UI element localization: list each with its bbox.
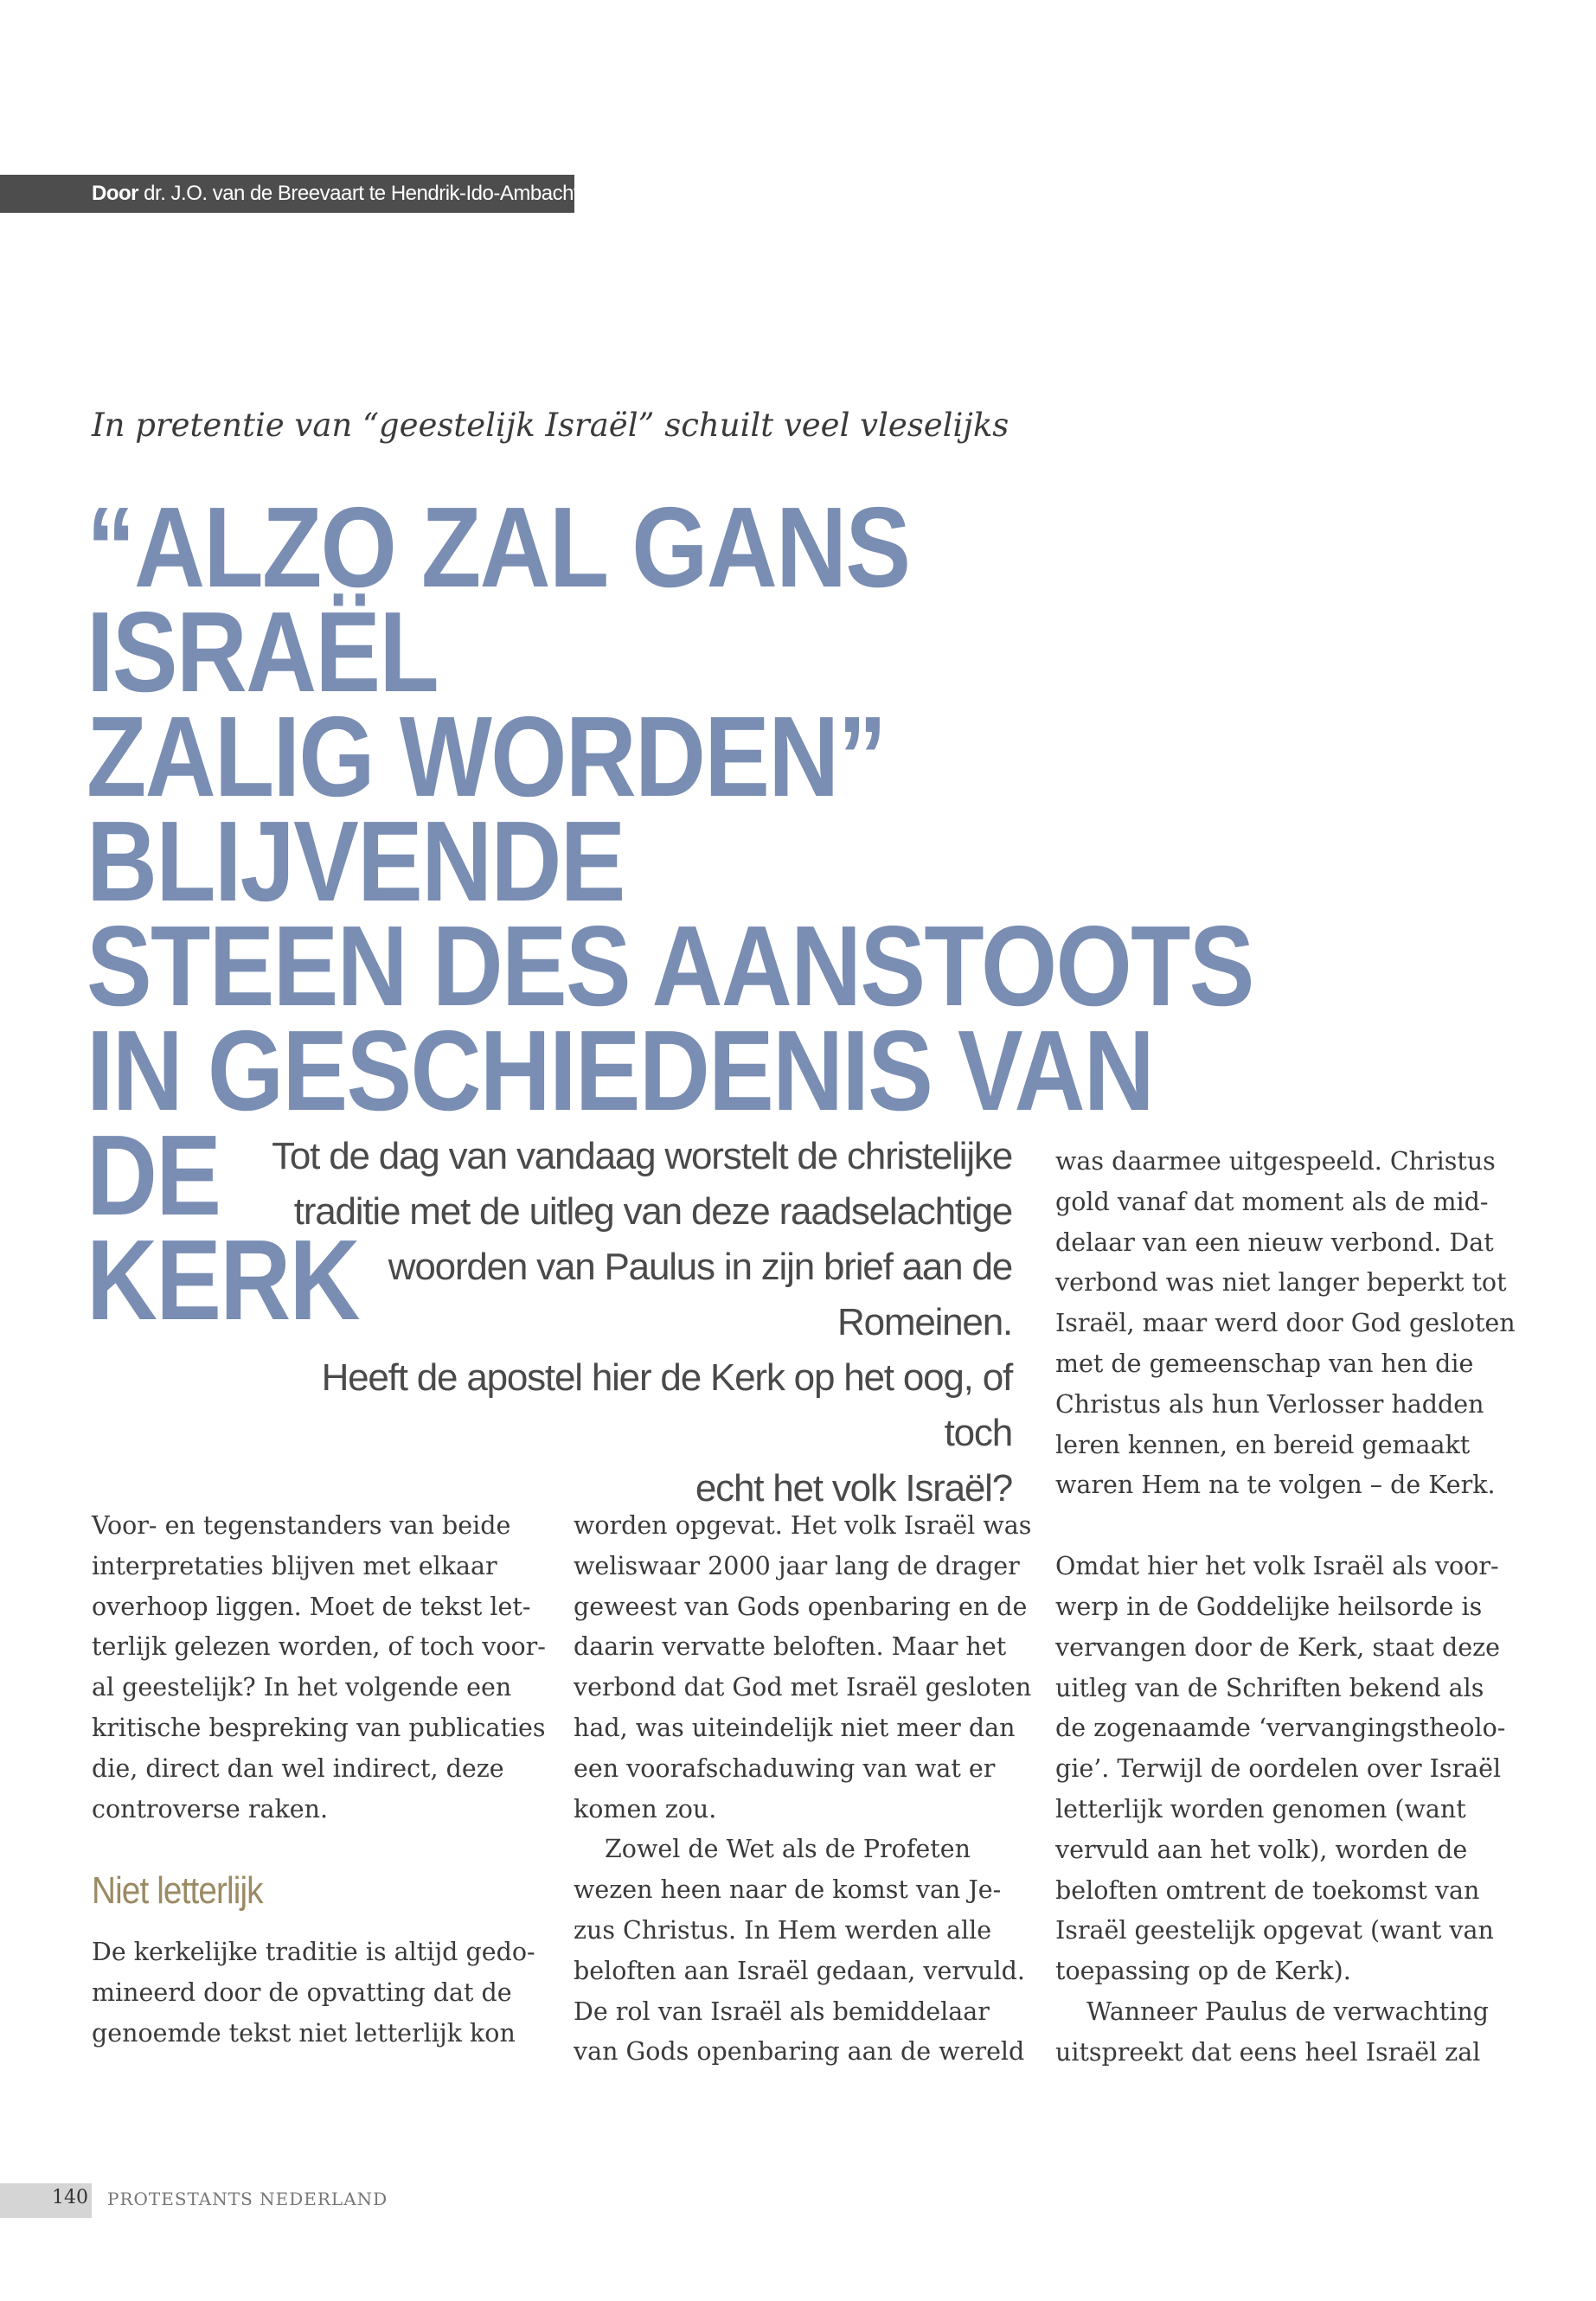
text-line: beloften omtrent de toekomst van <box>1055 1875 1480 1905</box>
text-line: mineerd door de opvatting dat de <box>92 1978 512 2008</box>
text-line: terlijk gelezen worden, of toch voor- <box>92 1632 546 1662</box>
intro-line: traditie met de uitleg van deze raadselachtige <box>293 1190 1012 1233</box>
text-line: Omdat hier het volk Israël als voor- <box>1055 1552 1499 1581</box>
intro-line: echt het volk Israël? <box>695 1467 1012 1509</box>
text-line: vervangen door de Kerk, staat deze <box>1055 1632 1500 1662</box>
text-line: uitleg van de Schriften bekend als <box>1055 1673 1484 1702</box>
headline-line: KERK <box>87 1216 359 1343</box>
text-line: geweest van Gods openbaring en de <box>574 1592 1028 1621</box>
text-line: de zogenaamde ‘vervangingstheolo- <box>1055 1714 1506 1743</box>
text-line: had, was uiteindelijk niet meer dan <box>574 1713 1016 1742</box>
intro-line: Tot de dag van vandaag worstelt de christelijke <box>272 1135 1012 1177</box>
text-line: genoemde tekst niet letterlijk kon <box>92 2018 516 2048</box>
body-paragraph <box>574 1506 1032 1830</box>
text-line: met de gemeenschap van hen die <box>1055 1349 1474 1378</box>
column-2 <box>574 1506 1032 2073</box>
text-line: Voor- en tegenstanders van beide <box>92 1511 511 1540</box>
text-line: De rol van Israël als bemiddelaar <box>574 1997 990 2026</box>
body-paragraph <box>1055 1547 1506 1992</box>
publication-name: PROTESTANTS NEDERLAND <box>107 2189 388 2209</box>
text-line: een voorafschaduwing van wat er <box>574 1753 996 1783</box>
headline-line: STEEN DES AANSTOOTS <box>87 902 1253 1029</box>
text-line: De kerkelijke traditie is altijd gedo- <box>92 1938 535 1967</box>
text-line: was daarmee uitgespeeld. Christus <box>1055 1147 1496 1176</box>
text-line: komen zou. <box>574 1794 717 1823</box>
text-line: Israël, maar werd door God gesloten <box>1055 1309 1516 1338</box>
intro-line: Heeft de apostel hier de Kerk op het oog, of toch <box>321 1356 1012 1454</box>
kicker: In pretentie van “geestelijk Israël” schuilt veel vleselijks <box>92 407 1010 444</box>
text-line: gie’. Terwijl de oordelen over Israël <box>1055 1754 1502 1784</box>
page-number: 140 <box>52 2187 88 2208</box>
body-paragraph <box>92 1506 546 1830</box>
headline-line: “ALZO ZAL GANS ISRAËL <box>87 484 910 715</box>
text-line: van Gods openbaring aan de wereld <box>574 2037 1025 2067</box>
text-line: worden opgevat. Het volk Israël was <box>574 1511 1032 1540</box>
text-line: Christus als hun Verlosser hadden <box>1055 1389 1484 1419</box>
text-line: verbond dat God met Israël gesloten <box>574 1673 1032 1702</box>
body-paragraph <box>92 1932 537 2054</box>
text-line: overhoop liggen. Moet de tekst let- <box>92 1592 531 1621</box>
text-line: verbond was niet langer beperkt tot <box>1055 1268 1507 1298</box>
text-line: weliswaar 2000 jaar lang de drager <box>574 1551 1020 1580</box>
byline-label: Door <box>92 182 138 205</box>
section-subheading: Niet letterlijk <box>92 1869 263 1913</box>
text-line: gold vanaf dat moment als de mid- <box>1055 1187 1489 1216</box>
text-line: kritische bespreking van publicaties <box>92 1713 546 1742</box>
byline-author: dr. J.O. van de Breevaart te Hendrik-Ido-Ambacht <box>144 182 580 205</box>
intro-lead <box>260 1129 1012 1516</box>
text-line: toepassing op de Kerk). <box>1055 1957 1351 1986</box>
text-line: Israël geestelijk opgevat (want van <box>1055 1916 1494 1945</box>
text-line: waren Hem na te volgen – de Kerk. <box>1055 1471 1496 1500</box>
text-line: delaar van een nieuw verbond. Dat <box>1055 1227 1494 1257</box>
column-1 <box>92 1506 546 2054</box>
text-line: uitspreekt dat eens heel Israël zal <box>1055 2037 1481 2067</box>
text-line: al geestelijk? In het volgende een <box>92 1673 512 1702</box>
text-line: beloften aan Israël gedaan, vervuld. <box>574 1956 1025 1985</box>
text-line: zus Christus. In Hem werden alle <box>574 1915 992 1945</box>
text-line: controverse raken. <box>92 1794 329 1823</box>
body-paragraph <box>1055 1992 1501 2073</box>
text-line: daarin vervatte beloften. Maar het <box>574 1632 1007 1662</box>
text-line: wezen heen naar de komst van Je- <box>574 1875 1002 1905</box>
text-line: werp in de Goddelijke heilsorde is <box>1055 1592 1483 1621</box>
text-line: Wanneer Paulus de verwachting <box>1086 1997 1489 2026</box>
column-3 <box>1055 1142 1516 2073</box>
headline-line: IN GESCHIEDENIS VAN DE <box>87 1007 1154 1239</box>
text-line: die, direct dan wel indirect, deze <box>92 1753 504 1783</box>
intro-line: woorden van Paulus in zijn brief aan de Romeinen. <box>388 1246 1012 1343</box>
paragraph-gap <box>1055 1506 1501 1547</box>
body-paragraph <box>574 1830 1025 2073</box>
text-line: Zowel de Wet als de Profeten <box>605 1835 971 1864</box>
headline-line: ZALIG WORDEN” BLIJVENDE <box>87 693 886 925</box>
byline <box>92 175 579 213</box>
byline-bar <box>0 175 580 213</box>
text-line: leren kennen, en bereid gemaakt <box>1055 1430 1471 1459</box>
text-line: vervuld aan het volk), worden de <box>1055 1835 1468 1864</box>
body-paragraph <box>1055 1142 1516 1506</box>
text-line: interpretaties blijven met elkaar <box>92 1551 497 1580</box>
text-line: letterlijk worden genomen (want <box>1055 1794 1466 1823</box>
